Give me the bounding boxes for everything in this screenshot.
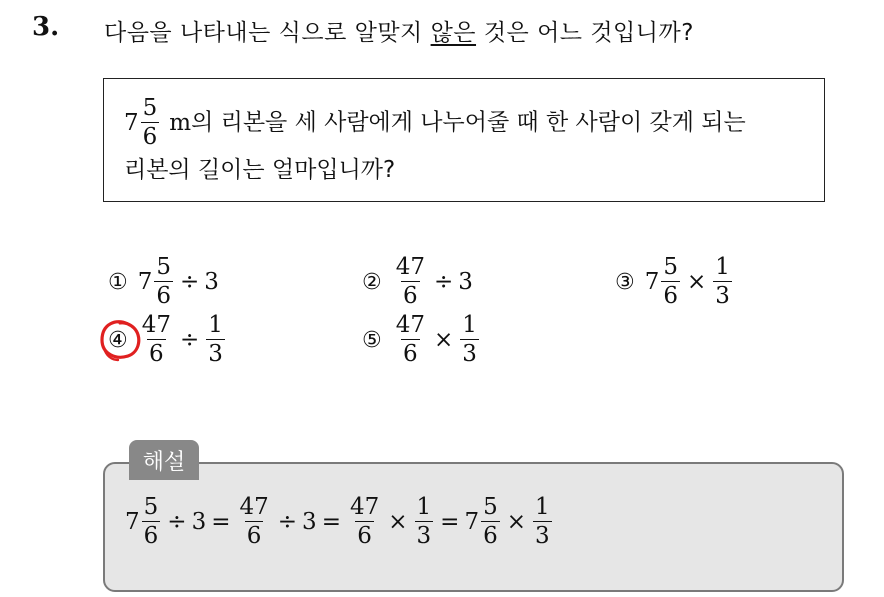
choice-rhs-numerator: 1	[208, 312, 223, 338]
choice-4[interactable]	[108, 314, 227, 366]
choice-5[interactable]	[362, 314, 481, 366]
sol-eq2: =	[321, 509, 341, 535]
sol-v2: 3	[302, 509, 317, 535]
sol-op3: ×	[388, 509, 408, 535]
choice-marker: ②	[362, 269, 382, 295]
problem-line-2: 리본의 길이는 얼마입니까?	[124, 157, 396, 183]
problem-unit: m	[169, 109, 192, 136]
sol-term3-fraction	[348, 496, 381, 548]
choice-numerator: 47	[141, 312, 172, 338]
problem-line-1	[124, 97, 746, 149]
sol-factor3-fraction	[415, 496, 434, 548]
sol-term3-num: 47	[349, 494, 380, 520]
choice-marker-glyph: ④	[108, 327, 128, 353]
choice-numerator: 47	[395, 312, 426, 338]
choice-fraction	[154, 256, 173, 308]
question-text-after: 것은 어느 것입니까?	[476, 20, 694, 46]
choice-marker	[108, 328, 128, 353]
sol-term1-whole: 7	[125, 509, 140, 535]
choice-operator: ÷	[180, 269, 200, 295]
problem-denominator: 6	[142, 124, 158, 150]
sol-factor3-den: 3	[416, 523, 432, 549]
sol-term4-den: 6	[483, 523, 498, 549]
question-text	[104, 14, 694, 47]
sol-term4-num: 5	[483, 494, 498, 520]
choice-rhs-fraction	[460, 314, 479, 366]
choice-rhs-numerator: 1	[715, 254, 730, 280]
choice-denominator: 6	[403, 341, 418, 367]
problem-fraction	[141, 97, 160, 149]
sol-term1-den: 6	[143, 523, 159, 549]
choice-numerator: 5	[156, 254, 172, 280]
choice-rhs: 3	[458, 269, 473, 295]
sol-factor4-num: 1	[535, 494, 550, 520]
sol-term2-fraction	[237, 496, 270, 548]
choice-rhs: 3	[204, 269, 219, 295]
question-text-before: 다음을 나타내는 식으로 알맞지	[104, 20, 431, 46]
choice-1[interactable]	[108, 256, 219, 308]
choice-marker: ⑤	[362, 327, 382, 353]
sol-eq3: =	[440, 509, 460, 535]
sol-factor4-den: 3	[535, 523, 550, 549]
choice-operator: ÷	[434, 269, 454, 295]
choice-marker: ①	[108, 269, 128, 295]
choice-3[interactable]	[615, 256, 734, 308]
problem-box	[103, 78, 825, 202]
choice-denominator: 6	[156, 283, 172, 309]
sol-term4-whole: 7	[464, 509, 480, 535]
sol-op1: ÷	[167, 509, 187, 535]
choice-fraction	[140, 314, 173, 366]
choice-fraction	[394, 256, 427, 308]
solution-label-tab: 해설	[129, 440, 199, 480]
sol-term1-fraction	[142, 496, 161, 548]
choice-fraction	[394, 314, 427, 366]
choice-numerator: 47	[395, 254, 426, 280]
sol-term2-den: 6	[246, 523, 262, 549]
choice-denominator: 6	[663, 283, 679, 309]
sol-term1-num: 5	[143, 494, 159, 520]
choice-operator: ×	[687, 269, 707, 295]
sol-eq1: =	[211, 509, 231, 535]
problem-numerator: 5	[142, 95, 158, 121]
choice-rhs-fraction	[713, 256, 732, 308]
sol-op2: ÷	[277, 509, 298, 535]
choice-operator: ×	[434, 327, 454, 353]
sol-v1: 3	[191, 509, 207, 535]
choice-denominator: 6	[149, 341, 164, 367]
choice-rhs-denominator: 3	[462, 341, 477, 367]
choice-marker: ③	[615, 269, 635, 295]
sol-op4: ×	[506, 509, 527, 535]
choice-whole: 7	[644, 269, 660, 295]
choice-rhs-denominator: 3	[715, 283, 730, 309]
choice-rhs-fraction	[206, 314, 225, 366]
choice-rhs-numerator: 1	[462, 312, 477, 338]
problem-whole: 7	[124, 110, 139, 136]
solution-equation	[125, 496, 554, 548]
choice-denominator: 6	[403, 283, 418, 309]
sol-factor4-fraction	[533, 496, 552, 548]
sol-factor3-num: 1	[416, 494, 432, 520]
question-underlined-word: 않은	[430, 20, 477, 46]
problem-line1-text: 의 리본을 세 사람에게 나누어줄 때 한 사람이 갖게 되는	[191, 109, 746, 136]
choice-rhs-denominator: 3	[208, 341, 223, 367]
question-number: 3.	[32, 12, 60, 42]
solution-box	[103, 462, 844, 592]
choice-2[interactable]	[362, 256, 473, 308]
choice-fraction	[661, 256, 680, 308]
sol-term2-num: 47	[239, 494, 269, 520]
choice-numerator: 5	[663, 254, 679, 280]
choice-whole: 7	[137, 269, 153, 295]
choice-operator: ÷	[180, 327, 200, 353]
sol-term4-fraction	[481, 496, 500, 548]
sol-term3-den: 6	[357, 523, 372, 549]
